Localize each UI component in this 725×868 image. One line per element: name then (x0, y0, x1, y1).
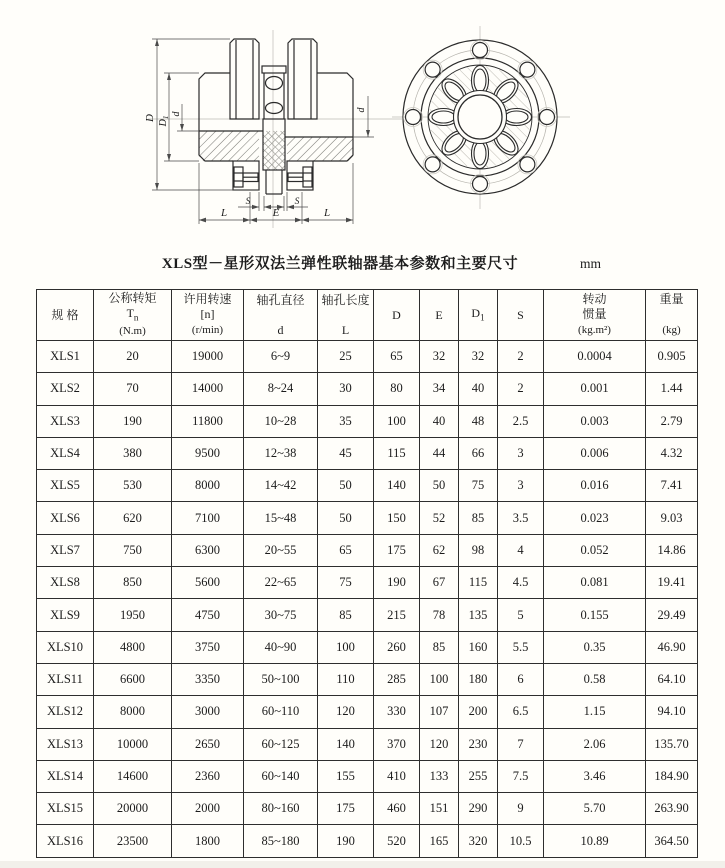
value-cell: 4750 (172, 599, 244, 631)
value-cell: 85~180 (244, 825, 318, 857)
bolt-right (287, 161, 313, 190)
value-cell: 8000 (94, 696, 172, 728)
value-cell: 19000 (172, 341, 244, 373)
value-cell: 60~140 (244, 760, 318, 792)
value-cell: 50 (318, 470, 374, 502)
header-spec: 规 格 (37, 290, 94, 341)
value-cell: 285 (374, 663, 420, 695)
value-cell: 75 (318, 567, 374, 599)
value-cell: 0.001 (544, 373, 646, 405)
title-row (0, 250, 725, 278)
value-cell: 7.5 (498, 760, 544, 792)
value-cell: 0.081 (544, 567, 646, 599)
value-cell: 2000 (172, 793, 244, 825)
value-cell: 15~48 (244, 502, 318, 534)
value-cell: 133 (420, 760, 459, 792)
value-cell: 45 (318, 437, 374, 469)
value-cell: 9500 (172, 437, 244, 469)
value-cell: 35 (318, 405, 374, 437)
bolt-hole (473, 43, 488, 58)
value-cell: 100 (374, 405, 420, 437)
value-cell: 160 (459, 631, 498, 663)
value-cell: 10.89 (544, 825, 646, 857)
value-cell: 23500 (94, 825, 172, 857)
value-cell: 40 (420, 405, 459, 437)
value-cell: 14.86 (646, 534, 698, 566)
value-cell: 50 (420, 470, 459, 502)
spider-element (262, 66, 286, 119)
value-cell: 3 (498, 470, 544, 502)
value-cell: 140 (374, 470, 420, 502)
value-cell: 65 (318, 534, 374, 566)
header-weight: 重量 (kg) (646, 290, 698, 341)
bolt-hole (473, 177, 488, 192)
value-cell: 5600 (172, 567, 244, 599)
header-E: E (420, 290, 459, 341)
value-cell: 14~42 (244, 470, 318, 502)
value-cell: 0.155 (544, 599, 646, 631)
value-cell: 0.023 (544, 502, 646, 534)
value-cell: 155 (318, 760, 374, 792)
value-cell: 5 (498, 599, 544, 631)
spec-cell: XLS11 (37, 663, 94, 695)
value-cell: 175 (318, 793, 374, 825)
spec-cell: XLS5 (37, 470, 94, 502)
value-cell: 7.41 (646, 470, 698, 502)
header-D1: $D_1$ (459, 290, 498, 341)
value-cell: 6300 (172, 534, 244, 566)
value-cell: 2 (498, 341, 544, 373)
value-cell: 44 (420, 437, 459, 469)
value-cell: 0.35 (544, 631, 646, 663)
dim-label-d-left: d (171, 111, 182, 117)
dim-label-D: D (144, 114, 156, 122)
value-cell: 1.44 (646, 373, 698, 405)
value-cell: 6.5 (498, 696, 544, 728)
value-cell: 263.90 (646, 793, 698, 825)
value-cell: 230 (459, 728, 498, 760)
value-cell: 10~28 (244, 405, 318, 437)
table-row (37, 599, 698, 631)
value-cell: 6~9 (244, 341, 318, 373)
spec-cell: XLS4 (37, 437, 94, 469)
value-cell: 0.0004 (544, 341, 646, 373)
value-cell: 184.90 (646, 760, 698, 792)
spec-cell: XLS14 (37, 760, 94, 792)
value-cell: 190 (374, 567, 420, 599)
bolt-hole (520, 157, 535, 172)
bolt-hole (520, 62, 535, 77)
value-cell: 50 (318, 502, 374, 534)
hub-left-lower (199, 119, 233, 161)
value-cell: 20~55 (244, 534, 318, 566)
value-cell: 0.052 (544, 534, 646, 566)
flange-right (288, 39, 317, 119)
value-cell: 8000 (172, 470, 244, 502)
value-cell: 520 (374, 825, 420, 857)
value-cell: 75 (459, 470, 498, 502)
value-cell: 107 (420, 696, 459, 728)
value-cell: 10000 (94, 728, 172, 760)
value-cell: 7100 (172, 502, 244, 534)
value-cell: 3 (498, 437, 544, 469)
value-cell: 410 (374, 760, 420, 792)
value-cell: 9.03 (646, 502, 698, 534)
flange-left (230, 39, 259, 119)
value-cell: 370 (374, 728, 420, 760)
value-cell: 215 (374, 599, 420, 631)
value-cell: 750 (94, 534, 172, 566)
value-cell: 30~75 (244, 599, 318, 631)
value-cell: 14000 (172, 373, 244, 405)
value-cell: 60~110 (244, 696, 318, 728)
header-D: D (374, 290, 420, 341)
value-cell: 3350 (172, 663, 244, 695)
value-cell: 14600 (94, 760, 172, 792)
spec-table (36, 289, 698, 858)
spec-cell: XLS1 (37, 341, 94, 373)
value-cell: 200 (459, 696, 498, 728)
doc-title: XLS型－星形双法兰弹性联轴器基本参数和主要尺寸 (161, 256, 519, 272)
value-cell: 0.905 (646, 341, 698, 373)
value-cell: 290 (459, 793, 498, 825)
value-cell: 32 (420, 341, 459, 373)
table-body (37, 341, 698, 858)
value-cell: 40 (459, 373, 498, 405)
value-cell: 29.49 (646, 599, 698, 631)
spec-cell: XLS3 (37, 405, 94, 437)
bolt-hole (425, 157, 440, 172)
value-cell: 3750 (172, 631, 244, 663)
value-cell: 5.5 (498, 631, 544, 663)
bore-circle (458, 95, 502, 139)
table-row (37, 728, 698, 760)
value-cell: 0.016 (544, 470, 646, 502)
table-row (37, 793, 698, 825)
value-cell: 100 (420, 663, 459, 695)
dim-label-D1: $D_1$ (158, 115, 170, 127)
page-bottom-edge (0, 861, 725, 868)
value-cell: 1.15 (544, 696, 646, 728)
table-row (37, 373, 698, 405)
header-torque: 公称转矩 $T_n$ (N.m) (94, 290, 172, 341)
value-cell: 6600 (94, 663, 172, 695)
value-cell: 255 (459, 760, 498, 792)
value-cell: 120 (318, 696, 374, 728)
table-row (37, 696, 698, 728)
coupling-front-view (392, 26, 570, 209)
value-cell: 2360 (172, 760, 244, 792)
value-cell: 620 (94, 502, 172, 534)
value-cell: 22~65 (244, 567, 318, 599)
value-cell: 3.46 (544, 760, 646, 792)
value-cell: 10.5 (498, 825, 544, 857)
table-row (37, 502, 698, 534)
value-cell: 20 (94, 341, 172, 373)
table-row (37, 470, 698, 502)
value-cell: 115 (374, 437, 420, 469)
spec-cell: XLS8 (37, 567, 94, 599)
value-cell: 530 (94, 470, 172, 502)
coupling-section-view (148, 30, 402, 228)
value-cell: 151 (420, 793, 459, 825)
value-cell: 320 (459, 825, 498, 857)
value-cell: 25 (318, 341, 374, 373)
section-crosshatch-b (263, 131, 285, 170)
dim-label-L-right: L (323, 207, 331, 219)
table-row (37, 405, 698, 437)
value-cell: 190 (318, 825, 374, 857)
value-cell: 364.50 (646, 825, 698, 857)
value-cell: 19.41 (646, 567, 698, 599)
header-S: S (498, 290, 544, 341)
value-cell: 78 (420, 599, 459, 631)
value-cell: 850 (94, 567, 172, 599)
value-cell: 70 (94, 373, 172, 405)
value-cell: 140 (318, 728, 374, 760)
value-cell: 190 (94, 405, 172, 437)
value-cell: 3000 (172, 696, 244, 728)
value-cell: 9 (498, 793, 544, 825)
value-cell: 5.70 (544, 793, 646, 825)
value-cell: 4.32 (646, 437, 698, 469)
value-cell: 0.003 (544, 405, 646, 437)
spec-cell: XLS16 (37, 825, 94, 857)
value-cell: 115 (459, 567, 498, 599)
value-cell: 135 (459, 599, 498, 631)
spec-cell: XLS7 (37, 534, 94, 566)
value-cell: 1800 (172, 825, 244, 857)
value-cell: 80~160 (244, 793, 318, 825)
value-cell: 12~38 (244, 437, 318, 469)
dim-label-S-left: S (245, 197, 251, 207)
spec-cell: XLS15 (37, 793, 94, 825)
value-cell: 380 (94, 437, 172, 469)
value-cell: 46.90 (646, 631, 698, 663)
value-cell: 64.10 (646, 663, 698, 695)
bolt-hole (540, 110, 555, 125)
header-bore-length: 轴孔长度 L (318, 290, 374, 341)
header-bore-diameter: 轴孔直径 d (244, 290, 318, 341)
value-cell: 48 (459, 405, 498, 437)
value-cell: 40~90 (244, 631, 318, 663)
value-cell: 62 (420, 534, 459, 566)
value-cell: 2.06 (544, 728, 646, 760)
spec-cell: XLS6 (37, 502, 94, 534)
value-cell: 110 (318, 663, 374, 695)
value-cell: 1950 (94, 599, 172, 631)
section-hatch-left (199, 131, 259, 161)
value-cell: 2.5 (498, 405, 544, 437)
table-row (37, 663, 698, 695)
value-cell: 34 (420, 373, 459, 405)
bolt-hole (406, 110, 421, 125)
dim-label-E: E (272, 207, 280, 219)
hub-right-upper (317, 73, 353, 119)
header-inertia: 转动 惯量 (kg.m²) (544, 290, 646, 341)
value-cell: 3.5 (498, 502, 544, 534)
value-cell: 4.5 (498, 567, 544, 599)
table-row (37, 825, 698, 857)
bolt-left (233, 161, 259, 190)
value-cell: 2.79 (646, 405, 698, 437)
value-cell: 8~24 (244, 373, 318, 405)
value-cell: 32 (459, 341, 498, 373)
value-cell: 6 (498, 663, 544, 695)
value-cell: 30 (318, 373, 374, 405)
bolt-hole (425, 62, 440, 77)
dim-label-d-right: d (356, 107, 367, 113)
value-cell: 66 (459, 437, 498, 469)
spec-cell: XLS10 (37, 631, 94, 663)
table-row (37, 760, 698, 792)
value-cell: 65 (374, 341, 420, 373)
unit-label: mm (580, 256, 602, 271)
value-cell: 60~125 (244, 728, 318, 760)
spec-cell: XLS13 (37, 728, 94, 760)
coupling-drawing (0, 0, 725, 248)
spec-cell: XLS9 (37, 599, 94, 631)
section-hatch-right (287, 137, 353, 161)
table-row (37, 567, 698, 599)
value-cell: 2 (498, 373, 544, 405)
table-row (37, 437, 698, 469)
section-crosshatch-a (263, 131, 285, 170)
value-cell: 330 (374, 696, 420, 728)
value-cell: 120 (420, 728, 459, 760)
spec-cell: XLS12 (37, 696, 94, 728)
value-cell: 85 (420, 631, 459, 663)
value-cell: 85 (318, 599, 374, 631)
value-cell: 460 (374, 793, 420, 825)
value-cell: 150 (374, 502, 420, 534)
table-row (37, 534, 698, 566)
table-row (37, 631, 698, 663)
dim-label-L-left: L (220, 207, 228, 219)
value-cell: 0.58 (544, 663, 646, 695)
value-cell: 20000 (94, 793, 172, 825)
value-cell: 165 (420, 825, 459, 857)
hub-left-upper (199, 73, 230, 119)
table-header (37, 290, 698, 341)
value-cell: 175 (374, 534, 420, 566)
value-cell: 0.006 (544, 437, 646, 469)
value-cell: 100 (318, 631, 374, 663)
value-cell: 98 (459, 534, 498, 566)
value-cell: 4 (498, 534, 544, 566)
header-speed: 许用转速 [n] (r/min) (172, 290, 244, 341)
value-cell: 260 (374, 631, 420, 663)
value-cell: 135.70 (646, 728, 698, 760)
value-cell: 50~100 (244, 663, 318, 695)
value-cell: 67 (420, 567, 459, 599)
value-cell: 7 (498, 728, 544, 760)
value-cell: 2650 (172, 728, 244, 760)
value-cell: 4800 (94, 631, 172, 663)
dim-label-S-right: S (294, 197, 300, 207)
hub-right-lower (313, 119, 353, 161)
value-cell: 11800 (172, 405, 244, 437)
value-cell: 85 (459, 502, 498, 534)
value-cell: 180 (459, 663, 498, 695)
spec-cell: XLS2 (37, 373, 94, 405)
value-cell: 80 (374, 373, 420, 405)
table-row (37, 341, 698, 373)
value-cell: 94.10 (646, 696, 698, 728)
value-cell: 52 (420, 502, 459, 534)
